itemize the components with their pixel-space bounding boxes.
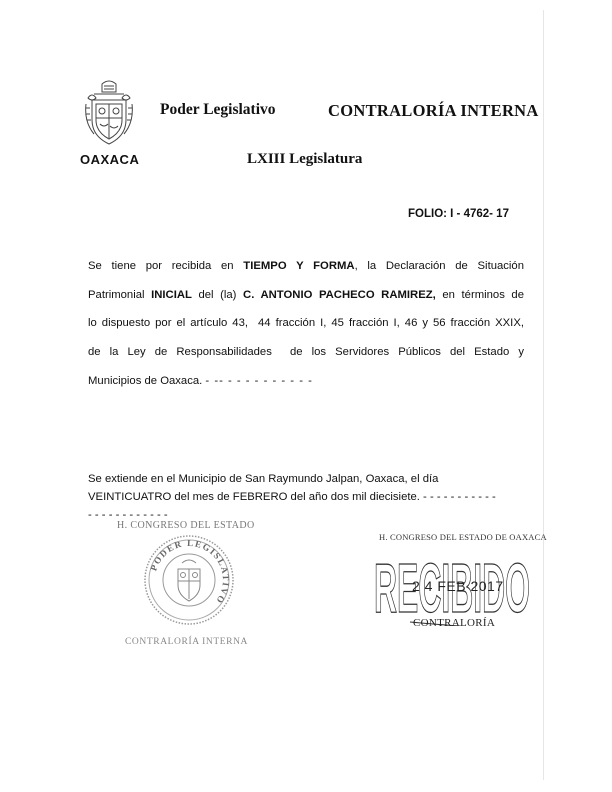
stamp-top-text: H. CONGRESO DEL ESTADO DE OAXACA (379, 532, 547, 542)
paragraph-emphasis: INICIAL (151, 288, 192, 301)
paragraph-text: Se tiene por recibida en (88, 260, 244, 272)
declaration-paragraph (88, 252, 524, 396)
seal-ring-text: PODER LEGISLATIVO (148, 537, 232, 607)
scan-edge-line (543, 10, 544, 780)
paragraph-line (88, 281, 524, 310)
paragraph-line (88, 309, 524, 338)
official-seal-icon (142, 533, 236, 627)
issued-line: VEINTICUATRO del mes de FEBRERO del año dos mil diecisiete. - - - - - - - - - - - (88, 491, 496, 503)
paragraph-text: de la Ley de Responsabilidades de los Servidores Públicos del Estado y (88, 346, 524, 359)
paragraph-text: lo dispuesto por el artículo 43, 44 fracción I, 45 fracción I, 46 y 56 fracción XXIX, (88, 317, 524, 330)
seal-top-text: H. CONGRESO DEL ESTADO (117, 520, 255, 531)
legislature-title: LXIII Legislatura (247, 151, 363, 167)
paragraph-line (88, 338, 524, 367)
state-name: OAXACA (80, 152, 140, 167)
paragraph-emphasis: TIEMPO Y FORMA (243, 260, 355, 272)
office-title: CONTRALORÍA INTERNA (328, 101, 539, 120)
paragraph-line (88, 252, 524, 281)
paragraph-text: Patrimonial (88, 288, 152, 301)
issued-line: Se extiende en el Municipio de San Raymundo Jalpan, Oaxaca, el día (88, 473, 439, 485)
stamp-bottom-text: CONTRALORÍA (413, 617, 496, 629)
branch-title: Poder Legislativo (160, 101, 276, 118)
paragraph-text: en términos de (435, 288, 524, 301)
seal-bottom-text: CONTRALORÍA INTERNA (125, 637, 249, 647)
svg-text:PODER LEGISLATIVO (148, 538, 231, 606)
paragraph-line (88, 367, 524, 396)
paragraph-text: Municipios de Oaxaca. (88, 374, 206, 387)
issued-line: - - - - - - - - - - - - (88, 509, 168, 521)
dash-filler: - -- - - - - - - - - - - (205, 374, 313, 387)
stamp-word: RECIBIDO (374, 549, 530, 626)
paragraph-text: del (la) (191, 288, 244, 301)
paragraph-text: , la Declaración de Situación (354, 260, 524, 272)
folio-number: FOLIO: I - 4762- 17 (408, 208, 509, 220)
oaxaca-crest-icon (82, 78, 136, 148)
stamp-date: 2 4 FEB 2017 (412, 578, 504, 594)
issued-statement (88, 470, 524, 524)
declarant-name: C. ANTONIO PACHECO RAMIREZ, (243, 288, 436, 301)
